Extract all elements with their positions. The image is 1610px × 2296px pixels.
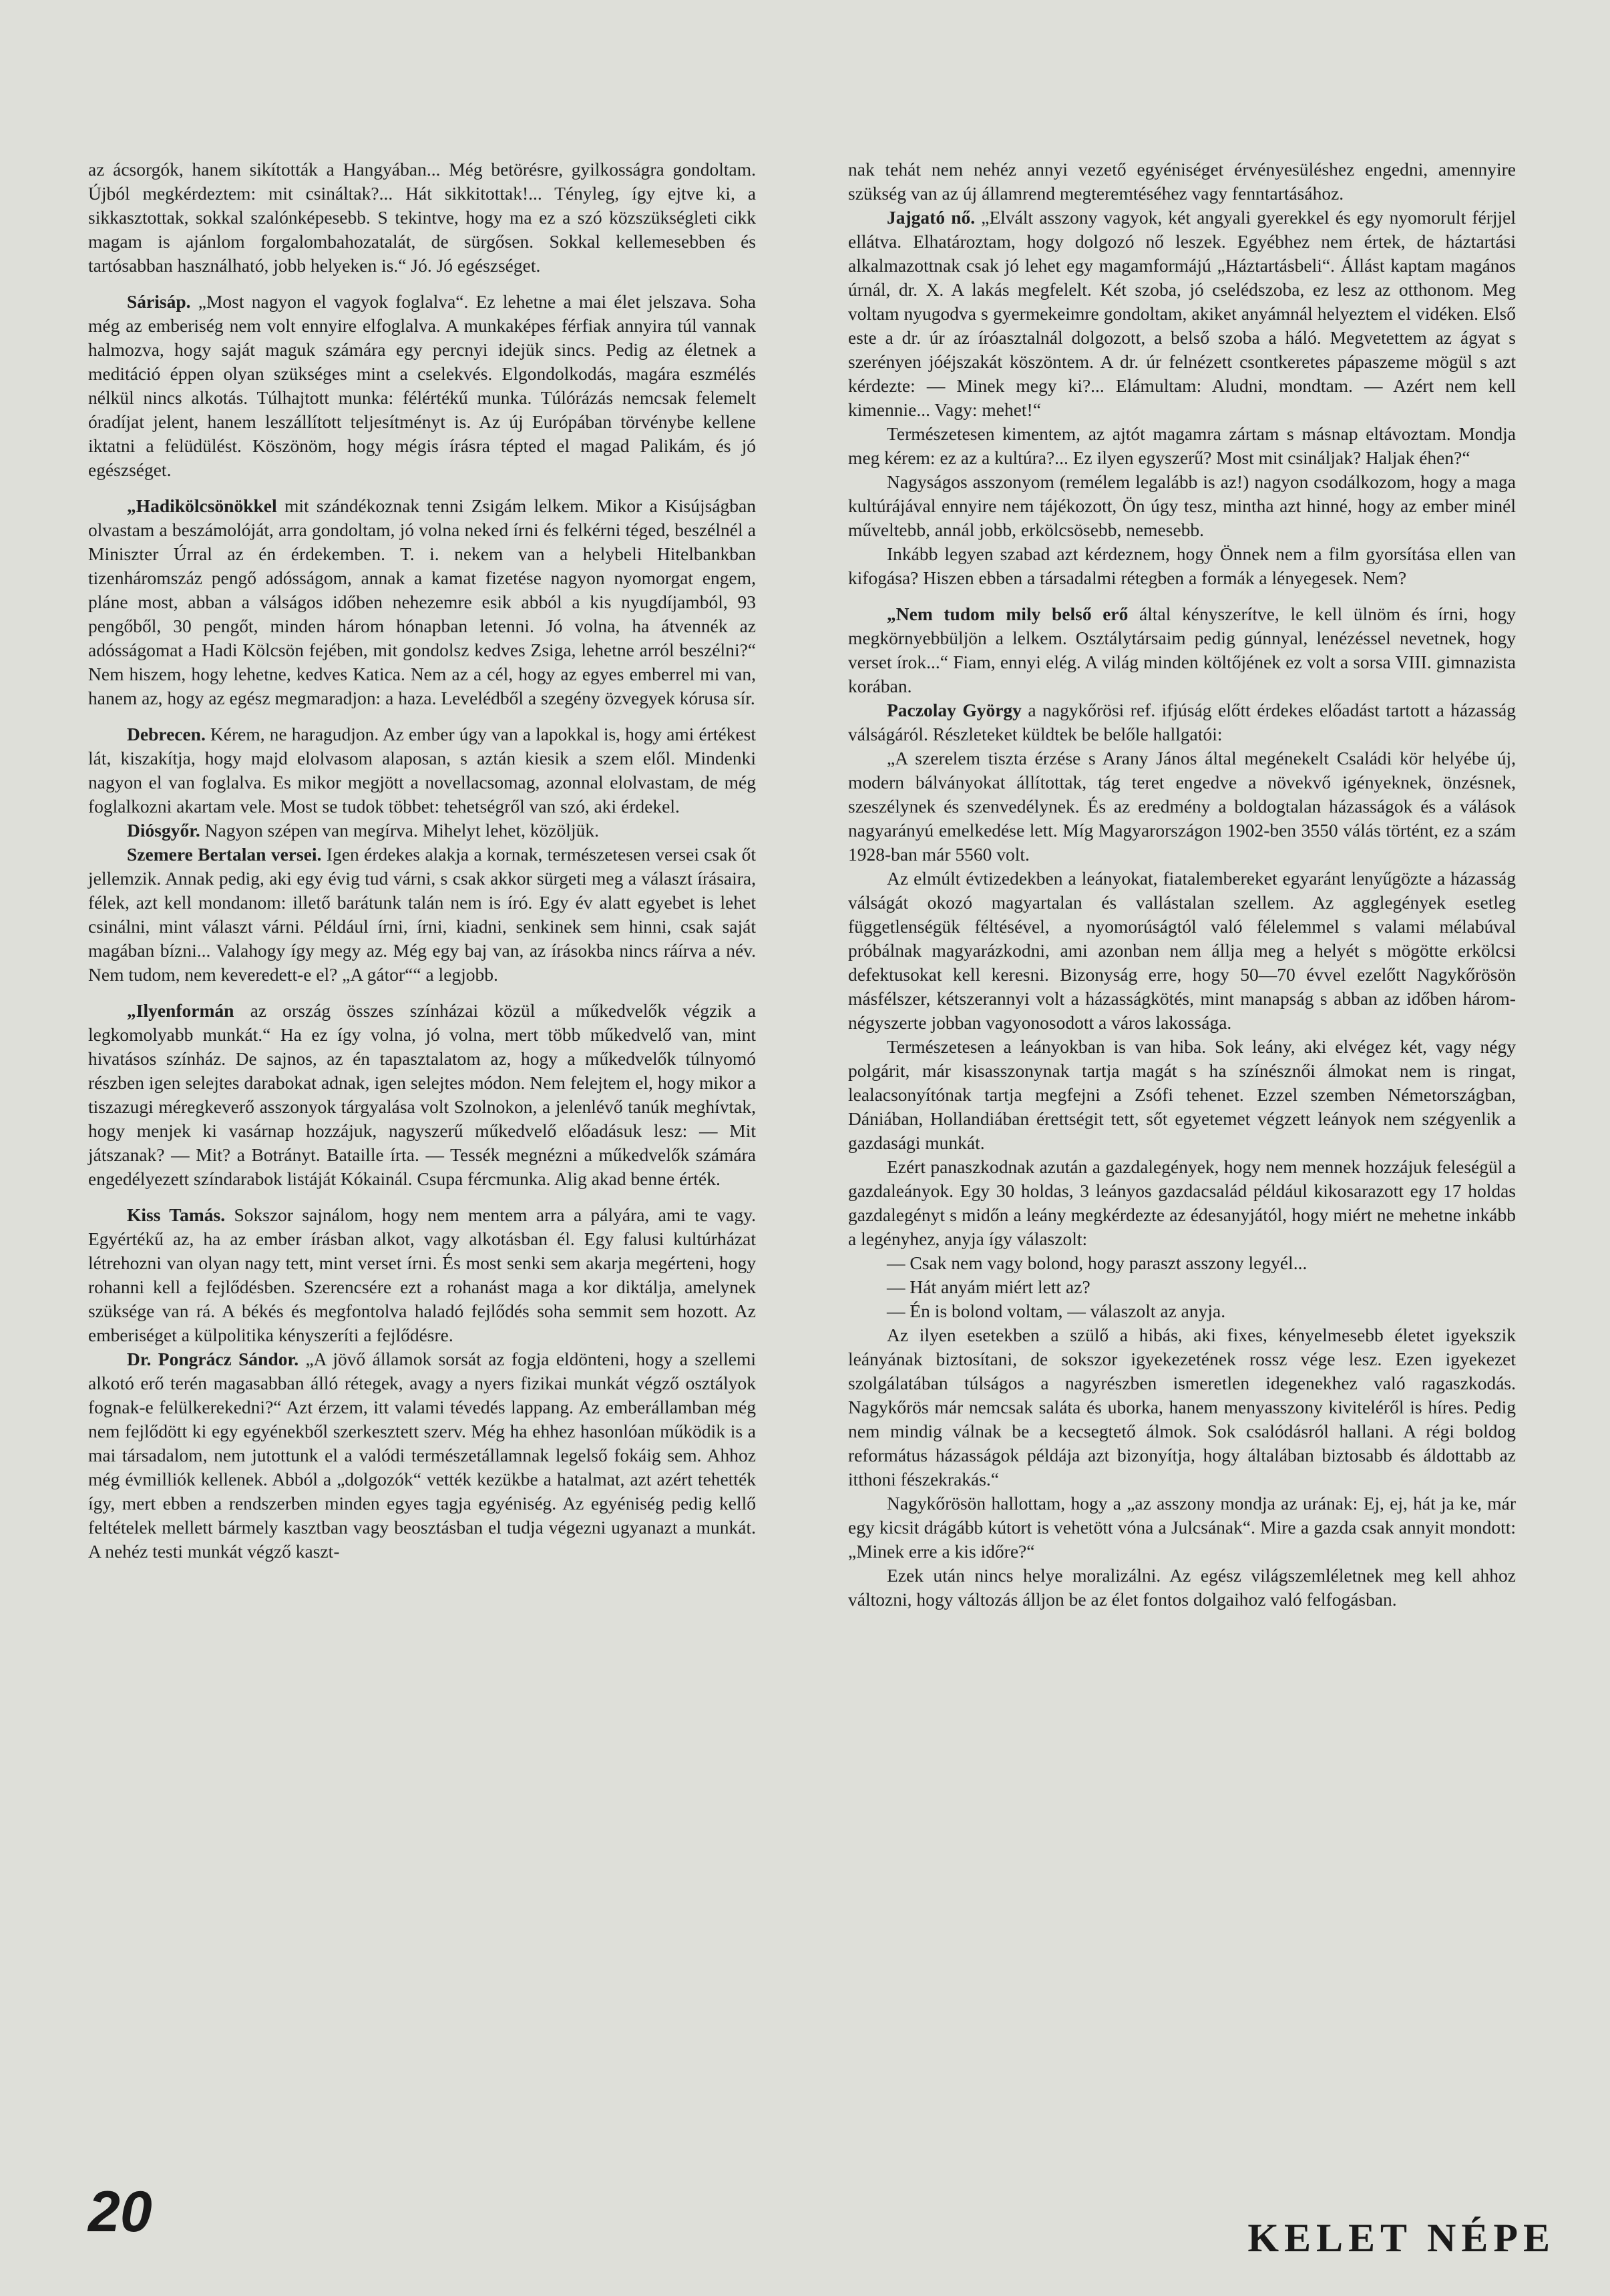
paragraph-text: a nagykőrösi ref. ifjúság előtt érdekes előadást tartott a házasság válságáról. Részleteket küldtek be belőle hallgatói: — [848, 700, 1516, 744]
addressee-name: Kiss Tamás. — [127, 1204, 226, 1225]
paragraph — [848, 158, 1516, 206]
addressee-name: Szemere Bertalan versei. — [127, 844, 322, 865]
paragraph-text: „Elvált asszony vagyok, két angyali gyerekkel és egy nyomorult férjjel ellátva. Elhatároztam, hogy dolgozó nő leszek. Egyébhez nem értek, de háztartási alkalmazottnak csak jó lehet egy magamformájú „Háztartásbeli“. Állást kaptam magános úrnál, dr. X. A lakás megfelelt. Két szoba, jó cselédszoba, ez lesz az otthonom. Meg voltam nyugodva s gyermekeimre gondoltam, akiket anyámnál helyeztem el vidéken. Első este a dr. úr az íróasztalnál dolgozott, a belső szoba a háló. Megvetettem az ágyat s szerényen jóéjszakát köszöntem. A dr. úr felnézett csontkeretes pápaszeme mögül s azt kérdezte: — Minek megy ki?... Elámultam: Aludni, mondtam. — Azért nem kell kimennie... Vagy: mehet!“ — [848, 207, 1516, 420]
paragraph-text: — Én is bolond voltam, — válaszolt az anyja. — [887, 1301, 1226, 1321]
page-number: 20 — [88, 2180, 152, 2244]
paragraph — [848, 542, 1516, 590]
paragraph-text: Természetesen kimentem, az ajtót magamra zártam s másnap eltávoztam. Mondja meg kérem: ez az a kultúra?... Ez ilyen egyszerű? Most mit csináljak? Haljak éhen?“ — [848, 423, 1516, 468]
paragraph — [88, 494, 756, 710]
addressee-name: „Ilyenformán — [127, 1000, 234, 1021]
publication-title: KELET NÉPE — [1247, 2216, 1555, 2260]
paragraph-text: Ezért panaszkodnak azután a gazdalegények, hogy nem mennek hozzájuk feleségül a gazdaleányok. Egy 30 holdas, 3 leányos gazdacsalád például kikosarazott egy 17 holdas gazdalegényt s midőn a leány megkérdezte az édesanyjától, hogy miért ne mehetne inkább a legényhez, anyja így válaszolt: — [848, 1156, 1516, 1249]
paragraph — [88, 999, 756, 1191]
paragraph — [88, 843, 756, 987]
paragraph-text: Az ilyen esetekben a szülő a hibás, aki fixes, kényelmesebb életet igyekszik leányának biztosítani, de sokszor igyekezetének rossz vége lesz. Ezen igyekezet szolgálatában túlságos a nagyrészben ismeretlen idegenekhez való ragaszkodás. Nagykőrös már nemcsak saláta és uborka, hanem menyasszony kiviteléről is híres. Pedig nem mindig válnak be a kecsegtető álmok. Sok csalódásról hallani. A régi boldog református házasságok példája azt bizonyítja, hogy általában biztosabb és áldottabb az itthoni fészekrakás.“ — [848, 1325, 1516, 1489]
left-column — [88, 158, 756, 1564]
paragraph-text: Kérem, ne haragudjon. Az ember úgy van a lapokkal is, hogy ami értékest lát, kiszakítja, hogy majd elolvasom alaposan, s aztán kiesik a szem elől. Mindenki nagyon el van foglalva. Es mikor megjött a novellacsomag, azonnal elolvastam, de még foglalkozni akartam vele. Most se tudok többet: tehetségről van szó, aki érdekel. — [88, 724, 756, 817]
paragraph — [848, 1155, 1516, 1251]
paragraph-text: „A szerelem tiszta érzése s Arany János által megénekelt Családi kör helyébe új, modern bálványokat állítottak, tág teret engedve a növekvő igényeknek, önzésnek, szeszélynek és szenvedélynek. És az eredmény a boldogtalan házasságok és a válások nagyarányú emelkedése lett. Míg Magyarországon 1902-ben 3550 válás történt, ez a szám 1928-ban már 5560 volt. — [848, 748, 1516, 865]
paragraph-text: — Hát anyám miért lett az? — [887, 1277, 1090, 1297]
addressee-name: Diósgyőr. — [127, 820, 200, 841]
paragraph — [848, 1299, 1516, 1323]
paragraph — [848, 746, 1516, 867]
paragraph — [848, 1323, 1516, 1491]
paragraph-text: — Csak nem vagy bolond, hogy paraszt asszony legyél... — [887, 1252, 1307, 1273]
paragraph — [848, 1035, 1516, 1155]
addressee-name: „Nem tudom mily belső erő — [887, 604, 1129, 624]
paragraph — [88, 722, 756, 819]
right-column — [848, 158, 1516, 1612]
addressee-name: Sárisáp. — [127, 291, 191, 312]
paragraph — [848, 1251, 1516, 1275]
paragraph — [848, 470, 1516, 542]
addressee-name: Paczolay György — [887, 700, 1022, 720]
paragraph — [848, 1275, 1516, 1299]
paragraph — [88, 1347, 756, 1564]
paragraph-text: az ácsorgók, hanem sikították a Hangyában... Még betörésre, gyilkosságra gondoltam. Újból megkérdeztem: mit csináltak?... Hát sikkitottak!... Tényleg, így ejtve ki, a sikkasztottak, sokkal szalónképesebb. S tekintve, hogy ma ez a szó közszükségleti cikk magam is ajánlom forgalombahozatalát, de sürgősen. Sokkal kellemesebben és tartósabban használható, jobb helyeken is.“ Jó. Jó egészséget. — [88, 159, 756, 276]
paragraph-text: Nagykőrösön hallottam, hogy a „az asszony mondja az urának: Ej, ej, hát ja ke, már egy kicsit drágább kútort is vehetött vóna a Julcsának“. Mire a gazda csak annyit mondott: „Minek erre a kis időre?“ — [848, 1493, 1516, 1562]
addressee-name: „Hadikölcsönökkel — [127, 495, 277, 516]
paragraph-text: Természetesen a leányokban is van hiba. Sok leány, aki elvégez két, vagy négy polgárit, már kisasszonynak tartja magát s ha színésznői álmokat nem is ringat, lealacsonyítónak tartja megfejni a Zsófi tehenet. Ezzel szemben Németországban, Dániában, Hollandiában érettségit tett, sőt egyetemet végzett leányok nem szégyenlik a gazdasági munkát. — [848, 1036, 1516, 1153]
paragraph — [848, 602, 1516, 698]
paragraph-text: „A jövő államok sorsát az fogja eldönteni, hogy a szellemi alkotó erő terén magasabban álló rétegek, avagy a nyers fizikai munkát végző osztályok fognak-e felülkerekedni?“ Azt érzem, itt valami tévedés lappang. Az emberállamban még nem fejlődött ki egy egyénekből szerkesztett szerv. Még ha ehhez hasonlóan működik is a mai társadalom, nem jutottunk el a valódi természetállamnak legelső fokáig sem. Ahhoz még évmilliók kellenek. Abból a „dolgozók“ vették kezükbe a hatalmat, azt azért tehették így, mert ebben a rendszerben minden egyes tagja egyéniség. Az egyéniség pedig kellő feltételek mellett bármely kasztban vagy beosztásban el tudja végezni ugyanazt a munkát. A nehéz testi munkát végző kaszt- — [88, 1349, 756, 1562]
paragraph-text: Nagyon szépen van megírva. Mihelyt lehet, közöljük. — [200, 820, 599, 841]
paragraph-text: mit szándékoznak tenni Zsigám lelkem. Mikor a Kisújságban olvastam a beszámolóját, arra gondoltam, jó volna neked írni és felkérni téged, beszélnél a Miniszter Úrral az én érdekemben. T. i. nekem van a helybeli Hitelbankban tizenháromszáz pengő adósságom, annak a kamat fizetése nagyon nyomorgat engem, pláne most, abban a válságos időben nehezemre esik abból a kis nyugdíjamból, 93 pengőből, 30 pengőt, minden három hónapban letenni. Jó volna, ha átvennék az adósságomat a Hadi Kölcsön fejében, mit gondolsz kedves Zsiga, lehetne arról beszélni?“ Nem hiszem, hogy lehetne, kedves Katica. Nem az a cél, hogy az egyes emberrel mi van, hanem az, hogy az egész megmaradjon: a haza. Levelédből a szegény özvegyek kórusa sír. — [88, 495, 756, 708]
paragraph-text: Inkább legyen szabad azt kérdeznem, hogy Önnek nem a film gyorsítása ellen van kifogása? Hiszen ebben a társadalmi rétegben a formák a lényegesek. Nem? — [848, 543, 1516, 588]
paragraph-text: „Most nagyon el vagyok foglalva“. Ez lehetne a mai élet jelszava. Soha még az emberiség nem volt ennyire elfoglalva. A munkaképes férfiak annyira túl vannak halmozva, hogy saját maguk számára egy percnyi idejük sincs. Pedig az életnek a meditáció éppen olyan szükséges mint a cselekvés. Elgondolkodás, magára eszmélés nélkül nincs alkotás. Túlhajtott munka: félértékű munka. Túlórázás nemcsak felemelt óradíjat jelent, hanem leszállított teljesítményt is. Az új Európában törvénybe kellene iktatni a felüdülést. Köszönöm, hogy mégis írásra tépted el magad Palikám, és jó egészséget. — [88, 291, 756, 480]
paragraph — [848, 1491, 1516, 1564]
paragraph — [848, 206, 1516, 422]
paragraph — [848, 867, 1516, 1035]
paragraph-text: nak tehát nem nehéz annyi vezető egyéniséget érvényesüléshez engedni, amennyire szükség van az új államrend megteremtéséhez vagy fenntartásához. — [848, 159, 1516, 204]
paragraph — [848, 422, 1516, 470]
paragraph-text: Igen érdekes alakja a kornak, természetesen versei csak őt jellemzik. Annak pedig, aki egy évig tud várni, s csak akkor sürgeti meg a választ írásaira, félek, azt kell mondanom: illető barátunk talán nem is író. Egy év alatt egyebet is lehet csinálni, mint választ várni. Például írni, írni, kiadni, senkinek sem hinni, csak saját magában bízni... Valahogy így megy az. Még egy baj van, az írásokba nincs ráírva a név. Nem tudom, nem keveredett-e el? „A gátor““ a legjobb. — [88, 844, 756, 985]
paragraph-text: Az elmúlt évtizedekben a leányokat, fiatalembereket egyaránt lenyűgözte a házasság válságát okozó magyartalan és vallástalan szellem. Az agglegények esetleg függetlenségük féltésével, a nyomorúságtól való félelemmel s valami mélabúval próbálnak magyarázkodni, ami azonban nem állja meg a helyét s mögötte erkölcsi defektusokat kell keresni. Bizonyság erre, hogy 50—70 évvel ezelőtt Nagykőrösön másfélszer, kétszerannyi volt a házasságkötés, mint manapság s abban az időben három-négyszerte jobban vagyonosodott a város lakossága. — [848, 868, 1516, 1033]
paragraph — [88, 819, 756, 843]
paragraph — [88, 158, 756, 278]
paragraph — [88, 1203, 756, 1347]
paragraph — [88, 290, 756, 482]
addressee-name: Jajgató nő. — [887, 207, 976, 228]
paragraph — [848, 1564, 1516, 1612]
paragraph-text: Nagyságos asszonyom (remélem legalább is az!) nagyon csodálkozom, hogy a maga kultúrájával ennyire nem tájékozott, Ön úgy tesz, mintha azt hinné, hogy az ember minél műveltebb, annál jobb, erkölcsösebb, nemesebb. — [848, 471, 1516, 540]
paragraph-text: Ezek után nincs helye moralizálni. Az egész világszemléletnek meg kell ahhoz változni, hogy változás álljon be az élet fontos dolgaihoz való felfogásban. — [848, 1565, 1516, 1610]
paragraph-text: az ország összes színházai közül a műkedvelők végzik a legkomolyabb munkát.“ Ha ez így volna, jó volna, mert több műkedvelő van, mint hivatásos színház. De sajnos, az én tapasztalatom az, hogy a műkedvelők túlnyomó részben igen selejtes darabokat adnak, igen selejtes módon. Nem felejtem el, hogy mikor a tiszazugi méregkeverő asszonyok tárgyalása volt Szolnokon, a jelenlévő tanúk meghívtak, hogy menjek ki vasárnap hozzájuk, nagyszerű műkedvelő előadásuk lesz: — Mit játszanak? — Mit? a Botrányt. Bataille írta. — Tessék megnézni a műkedvelők számára engedélyezett színdarabok listáját Kókainál. Csupa fércmunka. Alig akad benne érték. — [88, 1000, 756, 1189]
paragraph — [848, 698, 1516, 746]
paragraph-text: által kényszerítve, le kell ülnöm és írni, hogy megkörnyebbüljön a lelkem. Osztálytársaim pedig gúnnyal, lenézéssel nevetnek, hogy verset írok...“ Fiam, ennyi elég. A világ minden költőjének ez volt a sorsa VIII. gimnazista korában. — [848, 604, 1516, 696]
addressee-name: Dr. Pongrácz Sándor. — [127, 1349, 299, 1369]
paragraph-text: Sokszor sajnálom, hogy nem mentem arra a pályára, ami te vagy. Egyértékű az, ha az ember írásban alkot, vagy alkotásban él. Egy falusi kultúrházat létrehozni van olyan nagy tett, mint verset írni. És most senki sem akarja megérteni, hogy rohanni kell a fejlődésben. Szerencsére ezt a rohanást maga a kor diktálja, amelynek szüksége van rá. A békés és megfontolva haladó fejlődés soha semmit sem hozott. Az emberiséget a külpolitika kényszeríti a fejlődésre. — [88, 1204, 756, 1345]
addressee-name: Debrecen. — [127, 724, 206, 744]
